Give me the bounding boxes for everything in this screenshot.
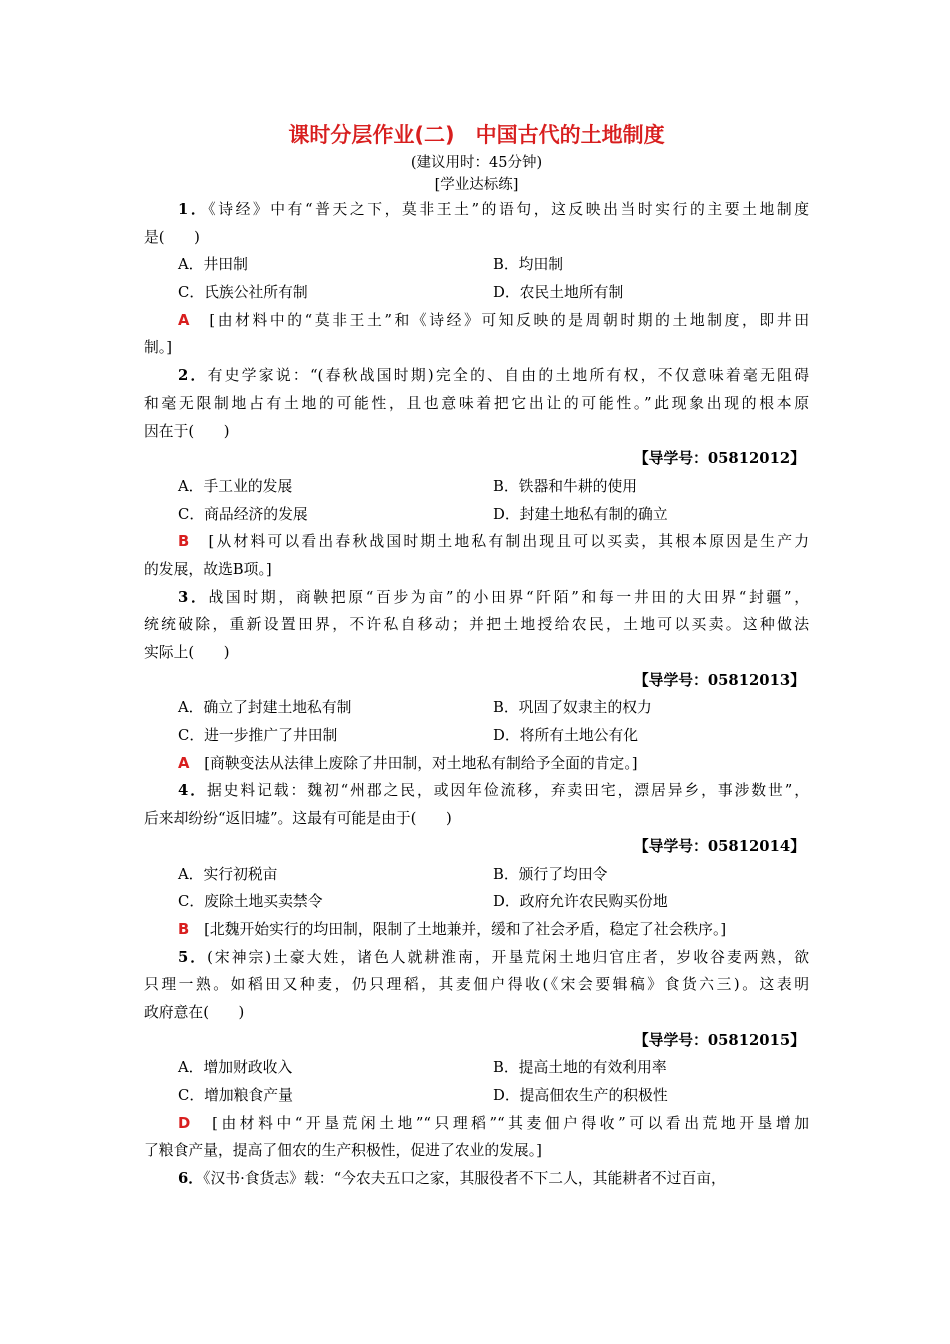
options-row bbox=[144, 501, 809, 529]
answer-option: B．提高土地的有效利用率 bbox=[493, 1059, 667, 1077]
question-stem-line bbox=[144, 224, 809, 252]
question-stem-text: 战国时期，商鞅把原“百步为亩”的小田界“阡陌”和每一井田的大田界“封疆”， bbox=[208, 588, 809, 606]
options-row bbox=[144, 251, 809, 279]
answer-option: A．实行初税亩 bbox=[178, 865, 278, 883]
options-row bbox=[144, 473, 809, 501]
spacer bbox=[189, 921, 204, 938]
question-number: 4． bbox=[178, 782, 207, 800]
answer-option: D．将所有土地公有化 bbox=[493, 727, 639, 745]
guide-number: 【导学号：05812015】 bbox=[633, 1031, 805, 1049]
question-stem-line bbox=[144, 805, 809, 833]
question-4 bbox=[144, 777, 809, 943]
answer-option: B．铁器和牛耕的使用 bbox=[493, 477, 638, 495]
question-stem-text: 《汉书·食货志》载：“今农夫五口之家，其服役者不下二人，其能耕者不过百亩， bbox=[203, 1170, 726, 1188]
answer-key: B bbox=[178, 920, 190, 938]
answer-option: D．政府允许农民购买份地 bbox=[493, 893, 668, 911]
options-row bbox=[144, 722, 809, 750]
explanation-text: [由材料中的“莫非王土”和《诗经》可知反映的是周朝时期的土地制度，即井田 bbox=[209, 311, 809, 329]
answer-option: D．封建土地私有制的确立 bbox=[493, 505, 668, 523]
spacer bbox=[189, 312, 209, 329]
question-number: 2． bbox=[178, 367, 208, 385]
page-title: 课时分层作业(二) 中国古代的土地制度 bbox=[288, 123, 665, 147]
question-2 bbox=[144, 362, 809, 584]
answer-option: C．增加粮食产量 bbox=[178, 1087, 293, 1104]
explanation-line bbox=[144, 1110, 809, 1138]
question-stem-line bbox=[144, 584, 809, 612]
suggested-time: (建议用时：45分钟) bbox=[410, 155, 543, 171]
question-stem-text: 据史料记载：魏初“州郡之民，或因年俭流移，弃卖田宅，漂居异乡，事涉数世”， bbox=[206, 782, 809, 800]
explanation-text: 了粮食产量，提高了佃农的生产积极性，促进了农业的发展。] bbox=[144, 1142, 542, 1160]
options-row bbox=[144, 279, 809, 307]
question-list bbox=[144, 196, 809, 1193]
question-3 bbox=[144, 584, 809, 778]
question-stem-text: 因在于( ) bbox=[144, 422, 230, 440]
answer-key: A bbox=[178, 754, 190, 772]
question-stem-line bbox=[144, 1165, 809, 1193]
question-stem-line bbox=[144, 944, 809, 972]
answer-option: D．农民土地所有制 bbox=[493, 284, 624, 302]
question-stem-text: 实际上( ) bbox=[144, 644, 230, 661]
question-stem-line bbox=[144, 362, 809, 390]
question-stem-line bbox=[144, 639, 809, 667]
explanation-line bbox=[144, 307, 809, 335]
question-number: 1． bbox=[178, 201, 209, 218]
options-row bbox=[144, 861, 809, 889]
question-stem-text: 是( ) bbox=[144, 228, 200, 246]
answer-option: A．井田制 bbox=[178, 256, 248, 274]
question-6 bbox=[144, 1165, 809, 1193]
section-heading: [学业达标练] bbox=[434, 177, 519, 193]
answer-option: C．废除土地买卖禁令 bbox=[178, 893, 323, 911]
question-stem-text: 《诗经》中有“普天之下，莫非王土”的语句，这反映出当时实行的主要土地制度 bbox=[208, 201, 809, 218]
question-number: 6． bbox=[178, 1170, 204, 1188]
answer-option: B．颁行了均田令 bbox=[493, 865, 608, 883]
spacer bbox=[190, 1115, 212, 1132]
explanation-text: [北魏开始实行的均田制，限制了土地兼并，缓和了社会矛盾，稳定了社会秩序。] bbox=[204, 920, 727, 938]
guide-number: 【导学号：05812013】 bbox=[633, 671, 805, 689]
explanation-text: [由材料中“开垦荒闲土地”“只理稻”“其麦佃户得收”可以看出荒地开垦增加 bbox=[212, 1114, 809, 1132]
explanation-line bbox=[144, 1137, 809, 1165]
spacer bbox=[189, 755, 204, 772]
question-stem-text: 和毫无限制地占有土地的可能性，且也意味着把它出让的可能性。”此现象出现的根本原 bbox=[144, 394, 809, 412]
answer-option: C．进一步推广了井田制 bbox=[178, 727, 338, 745]
options-row bbox=[144, 694, 809, 722]
options-row bbox=[144, 888, 809, 916]
answer-option: B．巩固了奴隶主的权力 bbox=[493, 699, 652, 717]
question-stem-text: 只理一熟。如稻田又种麦，仍只理稻，其麦佃户得收(《宋会要辑稿》食货六三)。这表明 bbox=[144, 976, 809, 994]
question-5 bbox=[144, 944, 809, 1166]
options-row bbox=[144, 1082, 809, 1110]
question-stem-text: (宋神宗)土豪大姓，诸色人就耕淮南，开垦荒闲土地归官庄者，岁收谷麦两熟，欲 bbox=[207, 948, 809, 966]
explanation-line bbox=[144, 334, 809, 362]
answer-option: A．增加财政收入 bbox=[178, 1059, 293, 1077]
question-stem-text: 统统破除，重新设置田界，不许私自移动；并把土地授给农民，土地可以买卖。这种做法 bbox=[144, 616, 809, 634]
answer-option: C．商品经济的发展 bbox=[178, 505, 308, 523]
options-row bbox=[144, 1054, 809, 1082]
answer-option: C．氏族公社所有制 bbox=[178, 284, 308, 302]
question-number: 3． bbox=[178, 588, 209, 606]
question-stem-line bbox=[144, 196, 809, 224]
question-stem-text: 后来却纷纷“返旧墟”。这最有可能是由于( ) bbox=[144, 810, 452, 828]
spacer bbox=[189, 533, 208, 550]
answer-key: B bbox=[178, 533, 190, 551]
answer-option: A．确立了封建土地私有制 bbox=[178, 699, 352, 717]
question-number: 5． bbox=[178, 948, 208, 966]
question-stem-text: 政府意在( ) bbox=[144, 1003, 245, 1021]
explanation-line bbox=[144, 528, 809, 556]
explanation-text: [从材料可以看出春秋战国时期土地私有制出现且可以买卖，其根本原因是生产力 bbox=[208, 533, 809, 551]
answer-key: D bbox=[178, 1114, 191, 1132]
explanation-text: 的发展，故选B项。] bbox=[144, 560, 272, 578]
question-stem-line bbox=[144, 418, 809, 446]
document-page bbox=[144, 118, 809, 1193]
guide-number: 【导学号：05812012】 bbox=[633, 450, 805, 468]
question-1 bbox=[144, 196, 809, 362]
question-stem-line bbox=[144, 971, 809, 999]
answer-option: B．均田制 bbox=[493, 256, 564, 274]
question-stem-line bbox=[144, 611, 809, 639]
answer-option: A．手工业的发展 bbox=[178, 477, 293, 495]
answer-option: D．提高佃农生产的积极性 bbox=[493, 1087, 668, 1104]
question-stem-line bbox=[144, 390, 809, 418]
answer-key: A bbox=[178, 311, 190, 329]
guide-number: 【导学号：05812014】 bbox=[633, 837, 805, 855]
explanation-text: 制。] bbox=[144, 339, 172, 357]
explanation-line bbox=[144, 750, 809, 778]
question-stem-line bbox=[144, 999, 809, 1027]
explanation-line bbox=[144, 556, 809, 584]
question-stem-text: 有史学家说：“(春秋战国时期)完全的、自由的土地所有权，不仅意味着毫无阻碍 bbox=[207, 367, 809, 385]
explanation-text: [商鞅变法从法律上废除了井田制，对土地私有制给予全面的肯定。] bbox=[204, 754, 638, 772]
explanation-line bbox=[144, 916, 809, 944]
question-stem-line bbox=[144, 777, 809, 805]
